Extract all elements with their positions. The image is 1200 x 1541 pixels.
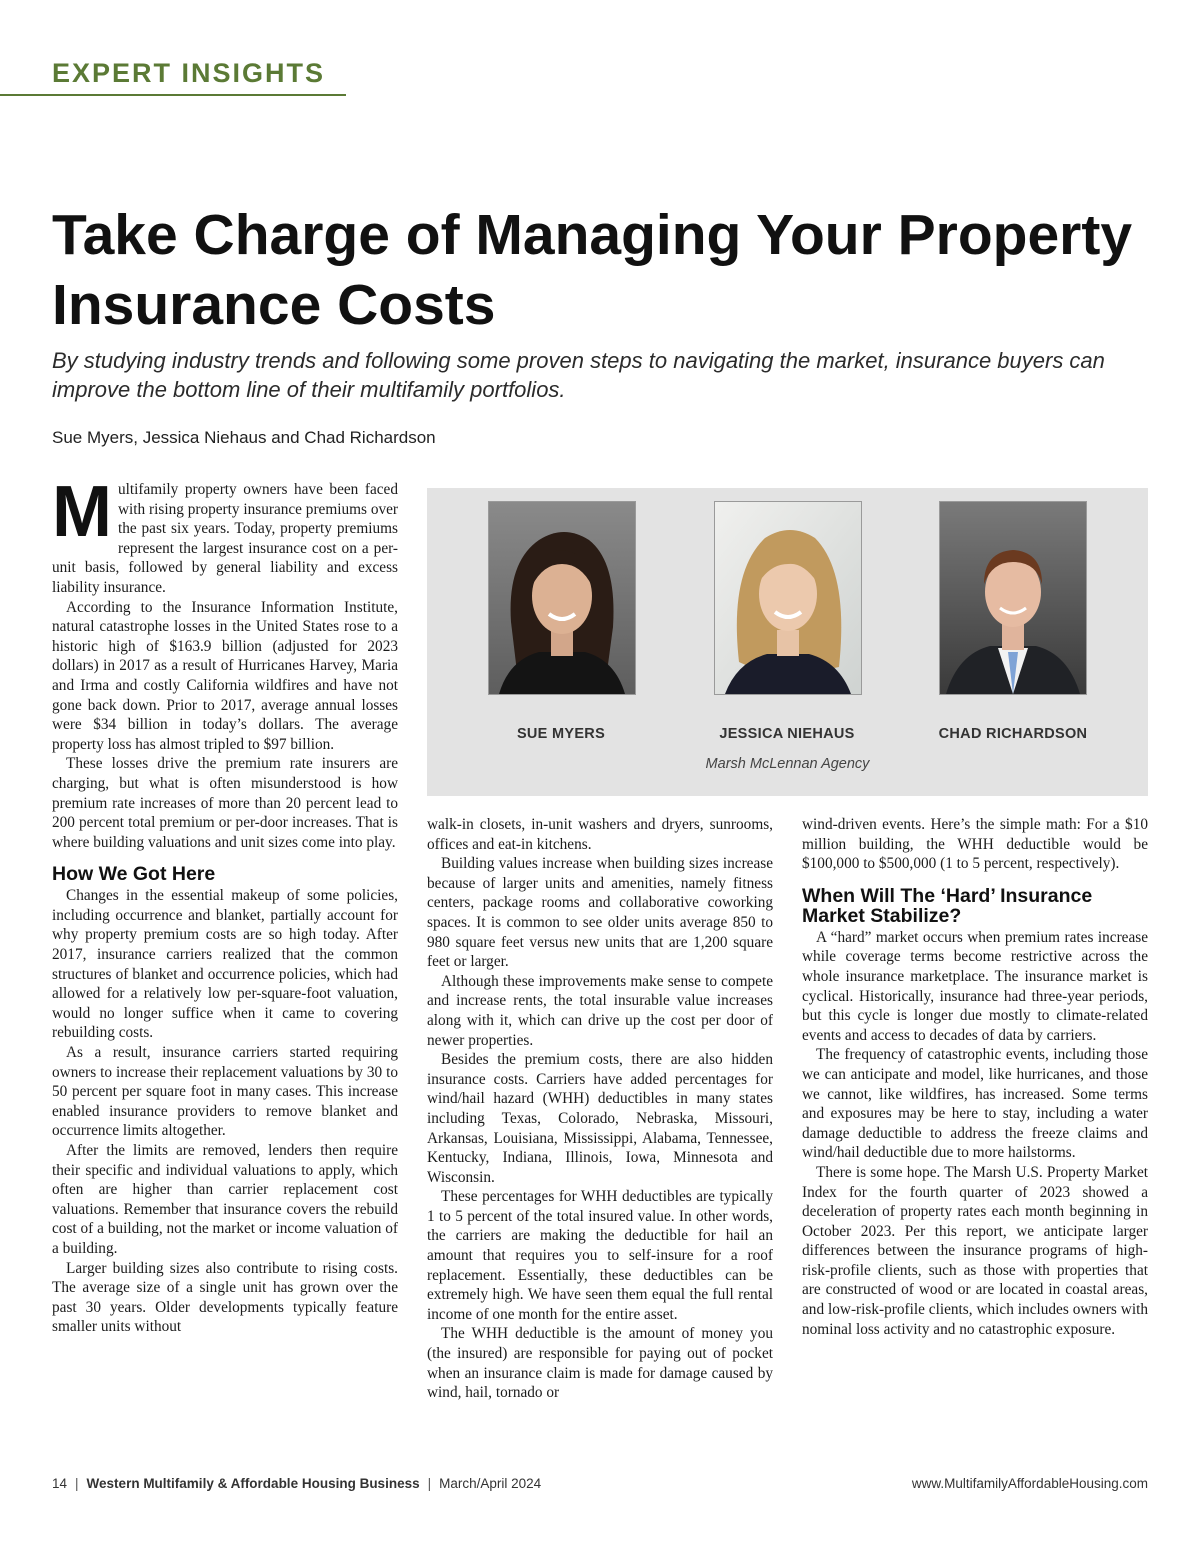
drop-cap: M: [52, 472, 112, 552]
paragraph: The frequency of catastrophic events, including those we can anticipate and model, like hurricanes, and those we cannot, like wildfires, has increased. Some terms and exposures may be here to stay, including a water damage deductible to address the freeze claims and wind/hail deductible due to more hailstorms.: [802, 1046, 1148, 1162]
article-column-2: [427, 815, 773, 1403]
paragraph: Although these improvements make sense to compete and increase rents, the total insurable value increases along with it, which can drive up the cost per door of newer properties.: [427, 972, 773, 1049]
author-photo-jessica-niehaus: [714, 501, 862, 695]
author-name: JESSICA NIEHAUS: [719, 726, 855, 742]
subhead: How We Got Here: [52, 863, 216, 886]
headline: Take Charge of Managing Your Property Insurance Costs: [52, 203, 1133, 337]
section-label: EXPERT INSIGHTS: [52, 58, 326, 88]
paragraph: The WHH deductible is the amount of money you (the insured) are responsible for paying out of pocket when an insurance claim is made for damage caused by wind, hail, tornado or: [427, 1325, 773, 1402]
paragraph: Building values increase when building sizes increase because of larger units and amenities, namely fitness centers, package rooms and collaborative coworking spaces. It is common to see older units average 850 to 980 square feet versus new units that are 1,200 square feet or larger.: [427, 855, 773, 971]
article-column-1: [52, 472, 398, 1337]
paragraph: Larger building sizes also contribute to rising costs. The average size of a single unit has grown over the past 30 years. Older developments typically feature smaller units without: [52, 1259, 398, 1336]
paragraph: There is some hope. The Marsh U.S. Property Market Index for the fourth quarter of 2023 showed a deceleration of property rates each month beginning in October 2023. Per this report, we anticipate larger differences between the insurance programs of high-risk-profile clients, such as those with properties that are constructed of wood or are located in coastal areas, and low-risk-profile clients, which includes owners with nominal loss activity and no catastrophic exposure.: [802, 1163, 1148, 1338]
photo-caption: Marsh McLennan Agency: [705, 756, 870, 772]
footer-left: 14 | Western Multifamily & Affordable Housing Business | March/April 2024: [52, 1476, 542, 1491]
paragraph: [52, 472, 398, 598]
paragraph: These losses drive the premium rate insurers are charging, but what is often misunderstood is how premium rate increases of more than 20 percent lead to 200 percent total premium or per-door increases. That is where building valuations and unit sizes come into play.: [52, 755, 398, 851]
paragraph: A “hard” market occurs when premium rates increase while coverage terms become restrictive across the whole insurance marketplace. The insurance market is cyclical. Historically, insurance had three-year periods, but this cycle is longer due mostly to climate-related events and access to decades of data by carriers.: [802, 928, 1148, 1044]
author-photo-panel: [427, 488, 1148, 796]
paragraph: These percentages for WHH deductibles are typically 1 to 5 percent of the total insured value. In other words, the carriers are making the deductible for hail an amount that requires you to self-insure for a roof replacement. Essentially, these deductibles can be extremely high. We have seen them equal the full rental income of one month for the entire asset.: [427, 1188, 773, 1323]
article-column-3: [802, 815, 1148, 1339]
author-photo-chad-richardson: [939, 501, 1087, 695]
paragraph: As a result, insurance carriers started requiring owners to increase their replacement valuations by 30 to 50 percent per square foot in many cases. This increase enabled insurance providers to remove blanket and occurrence limits altogether.: [52, 1044, 398, 1140]
paragraph: wind-driven events. Here’s the simple math: For a $10 million building, the WHH deductible would be $100,000 to $500,000 (1 to 5 percent, respectively).: [802, 816, 1148, 873]
page-number: 14: [52, 1476, 68, 1491]
paragraph: Besides the premium costs, there are also hidden insurance costs. Carriers have added percentages for wind/hail hazard (WHH) deductibles in many states including Texas, Colorado, Nebraska, Missouri, Arkansas, Louisiana, Mississippi, Alabama, Tennessee, Kentucky, Indiana, Illinois, Iowa, Minnesota and Wisconsin.: [427, 1051, 773, 1186]
author-name: SUE MYERS: [516, 726, 606, 742]
byline: Sue Myers, Jessica Niehaus and Chad Richardson: [52, 428, 436, 447]
section-rule: [0, 94, 346, 96]
paragraph-text: ultifamily property owners have been faced with rising property insurance premiums over the past six years. Today, property premiums represent the largest insurance cost on a per-unit basis, followed by general liability and excess liability insurance.: [52, 481, 398, 596]
footer-url: www.MultifamilyAffordableHousing.com: [911, 1476, 1148, 1491]
paragraph: Changes in the essential makeup of some policies, including occurrence and blanket, partially account for why property premium costs are so high today. After 2017, insurance carriers realized that the common structures of blanket and occurrence policies, which had allowed for a relatively low per-square-foot valuation, would no longer suffice when it came to covering rebuilding costs.: [52, 887, 398, 1042]
paragraph: After the limits are removed, lenders then require their specific and individual valuations to apply, which often are higher than carrier replacement cost valuations. Remember that insurance covers the rebuild cost of a building, not the market or income valuation of a building.: [52, 1142, 398, 1257]
paragraph: walk-in closets, in-unit washers and dryers, sunrooms, offices and eat-in kitchens.: [427, 816, 773, 853]
deck: By studying industry trends and following some proven steps to navigating the market, insurance buyers can improve the bottom line of their multifamily portfolios.: [52, 348, 1105, 402]
author-photo-sue-myers: [488, 501, 636, 695]
subhead: When Will The ‘Hard’ Insurance Market Stabilize?: [802, 884, 1093, 927]
author-name: CHAD RICHARDSON: [938, 726, 1088, 742]
publication-name: Western Multifamily & Affordable Housing Business: [86, 1476, 420, 1491]
issue-date: March/April 2024: [439, 1476, 542, 1491]
paragraph: According to the Insurance Information Institute, natural catastrophe losses in the United States rose to a historic high of $163.9 billion (adjusted for 2023 dollars) in 2017 as a result of Hurricanes Harvey, Maria and Irma and costly California wildfires and have not gone back down. Prior to 2017, average annual losses were $34 billion in today’s dollars. The average property loss has almost tripled to $97 billion.: [52, 598, 398, 753]
